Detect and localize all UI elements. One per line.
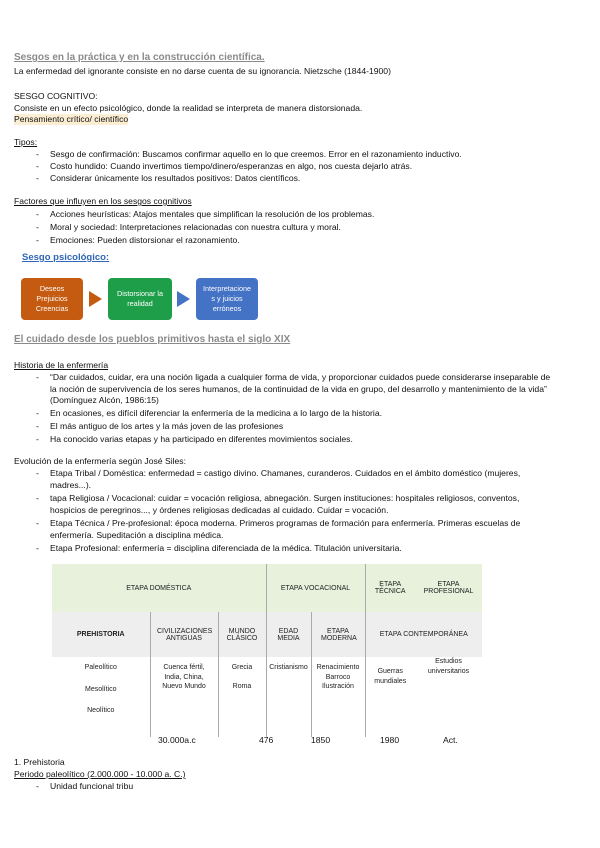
critical-thinking-highlight: Pensamiento crítico/ científico bbox=[14, 114, 129, 124]
arrow-right-icon bbox=[89, 291, 102, 307]
period-middle-ages: EDAD MEDIA bbox=[266, 612, 311, 657]
date-label: 1980 bbox=[380, 735, 400, 745]
arrow-right-icon bbox=[177, 291, 190, 307]
period-contemporary: ETAPA CONTEMPORÁNEA bbox=[365, 612, 482, 657]
timeline-table bbox=[52, 564, 482, 737]
date-label: 30.000a.c bbox=[158, 735, 196, 745]
section-title-sesgos: Sesgos en la práctica y en la construcción científica. bbox=[14, 52, 265, 63]
cognitive-title: SESGO COGNITIVO: bbox=[14, 91, 98, 101]
cell-modern: Renacimiento Barroco Ilustración bbox=[311, 657, 365, 737]
date-label: Act. bbox=[443, 735, 458, 745]
stage-vocational: ETAPA VOCACIONAL bbox=[266, 564, 365, 612]
prehistory-title: 1. Prehistoria bbox=[14, 757, 65, 767]
types-title: Tipos: bbox=[14, 137, 38, 147]
stage-technical: ETAPA TÉCNICA bbox=[365, 564, 415, 612]
box-erroneous-judgments: Interpretacione s y juicios erróneos bbox=[196, 278, 258, 320]
cell-middle-ages: Cristianismo bbox=[266, 657, 311, 737]
period-classical: MUNDO CLÁSICO bbox=[218, 612, 266, 657]
date-label: 476 bbox=[259, 735, 274, 745]
stage-domestic: ETAPA DOMÉSTICA bbox=[52, 564, 266, 612]
stage-professional: ETAPA PROFESIONAL bbox=[415, 564, 482, 612]
history-title: Historia de la enfermería bbox=[14, 360, 109, 370]
period-prehistory: PREHISTORIA bbox=[52, 612, 150, 657]
cell-classical: Grecia Roma bbox=[218, 657, 266, 737]
cell-contemporary-wars: Guerras mundiales bbox=[365, 657, 415, 737]
period-modern: ETAPA MODERNA bbox=[311, 612, 365, 657]
cognitive-definition: Consiste en un efecto psicológico, donde la realidad se interpreta de manera distorsionada. bbox=[14, 103, 363, 113]
section-title-cuidado: El cuidado desde los pueblos primitivos hasta el siglo XIX bbox=[14, 334, 291, 345]
factors-title: Factores que influyen en los sesgos cognitivos bbox=[14, 196, 192, 206]
box-distort-reality: Distorsionar la realidad bbox=[108, 278, 172, 320]
cell-prehistory: Paleolítico Mesolítico Neolítico bbox=[84, 664, 117, 714]
psych-bias-title: Sesgo psicológico: bbox=[22, 252, 110, 263]
nietzsche-quote: La enfermedad del ignorante consiste en no darse cuenta de su ignorancia. Nietzsche (1844-1900) bbox=[14, 66, 391, 76]
cell-ancient: Cuenca fértil, India, China, Nuevo Mundo bbox=[150, 657, 218, 737]
paleolithic-subtitle: Periodo paleolítico (2.000.000 - 10.000 a. C.) bbox=[14, 769, 186, 779]
cell-university: Estudios universitarios bbox=[427, 658, 470, 675]
box-desires: Deseos Prejuicios Creencias bbox=[21, 278, 83, 320]
evolution-title: Evolución de la enfermería según José Siles: bbox=[14, 456, 186, 466]
period-ancient: CIVILIZACIONES ANTIGUAS bbox=[150, 612, 218, 657]
date-label: 1850 bbox=[311, 735, 331, 745]
